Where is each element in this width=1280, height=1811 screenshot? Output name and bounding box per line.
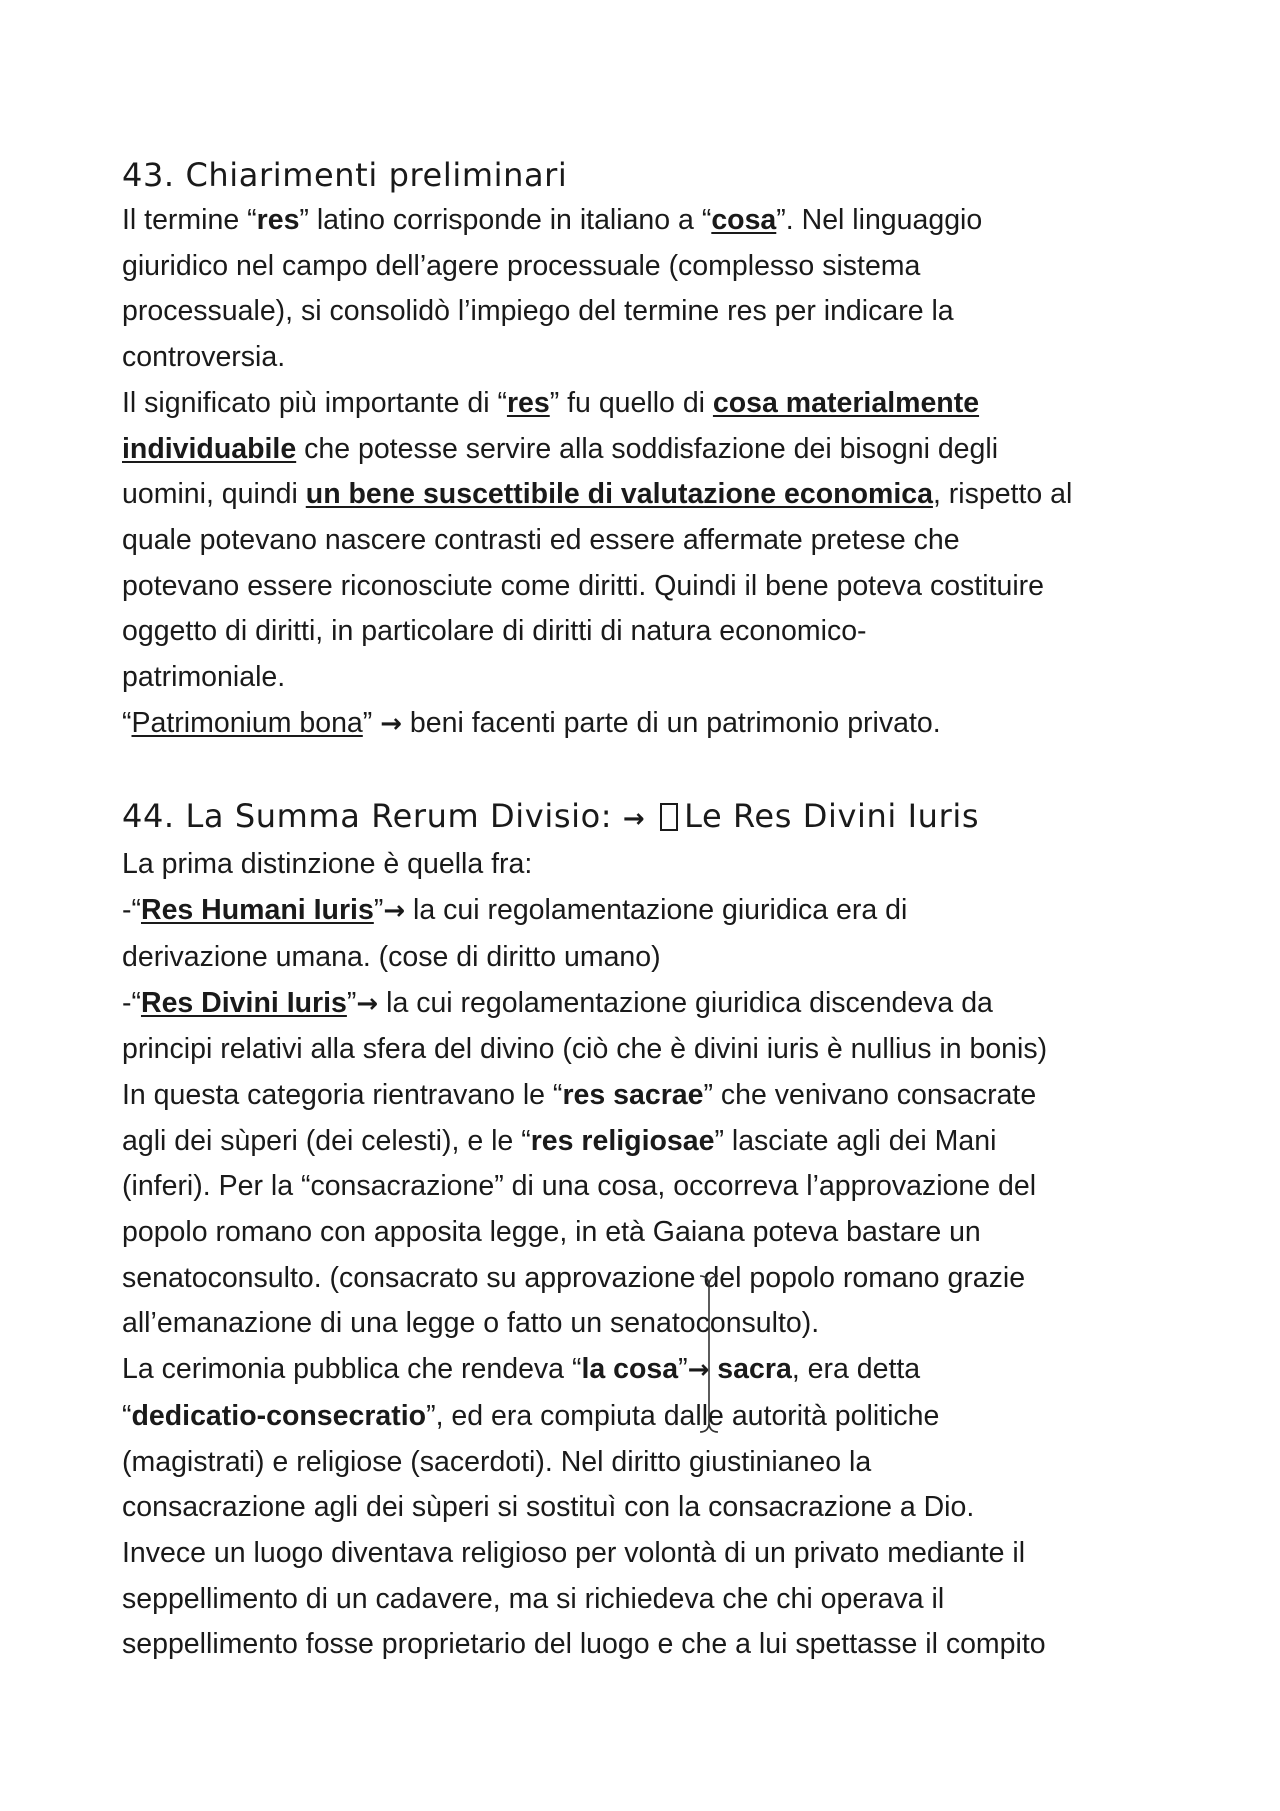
empty-line xyxy=(122,747,1172,793)
text-line: Il significato più importante di “res” fu quello di cosa materialmente xyxy=(122,386,980,419)
text-line: patrimoniale. xyxy=(122,661,286,694)
arrow-right-icon: → xyxy=(380,708,403,739)
text-line: seppellimento di un cadavere, ma si richiedeva che chi operava il xyxy=(122,1582,945,1615)
text-line: “Patrimonium bona” → beni facenti parte di un patrimonio privato. xyxy=(122,706,941,739)
section-heading-43: 43. Chiarimenti preliminari xyxy=(122,156,568,194)
text-line: -“Res Divini Iuris”→ la cui regolamentazione giuridica discendeva da xyxy=(122,986,993,1019)
text-line: In questa categoria rientravano le “res sacrae” che venivano consacrate xyxy=(122,1078,1037,1111)
text-line: La prima distinzione è quella fra: xyxy=(122,848,533,881)
paragraph-res-sacrae xyxy=(122,1073,1172,1347)
text-line: consacrazione agli dei sùperi si sostituì con la consacrazione a Dio. xyxy=(122,1491,975,1524)
text-line: -“Res Humani Iuris”→ la cui regolamentazione giuridica era di xyxy=(122,894,908,927)
document-page xyxy=(122,152,1172,1668)
paragraph-patrimonium xyxy=(122,701,1172,748)
text-line: Il termine “res” latino corrisponde in italiano a “cosa”. Nel linguaggio xyxy=(122,204,983,236)
text-cursor-icon xyxy=(698,1274,720,1434)
text-line: processuale), si consolidò l’impiego del termine res per indicare la xyxy=(122,295,954,328)
text-line: senatoconsulto. (consacrato su approvazione del popolo romano grazie xyxy=(122,1261,1026,1294)
text-line: all’emanazione di una legge o fatto un senatoconsulto). xyxy=(122,1307,820,1340)
text-line: principi relativi alla sfera del divino (ciò che è divini iuris è nullius in bonis) xyxy=(122,1033,1048,1066)
arrow-right-icon: → xyxy=(356,988,379,1019)
text-line: derivazione umana. (cose di diritto umano) xyxy=(122,940,661,973)
text-line: popolo romano con apposita legge, in età Gaiana poteva bastare un xyxy=(122,1216,981,1249)
text-line: quale potevano nascere contrasti ed essere affermate pretese che xyxy=(122,523,960,556)
paragraph-res-definition xyxy=(122,198,1172,381)
text-line: (inferi). Per la “consacrazione” di una cosa, occorreva l’approvazione del xyxy=(122,1170,1037,1203)
text-line: Invece un luogo diventava religioso per volontà di un privato mediante il xyxy=(122,1536,1026,1569)
paragraph-distinction xyxy=(122,842,1172,1073)
text-line: oggetto di diritti, in particolare di diritti di natura economico- xyxy=(122,615,867,648)
text-line: potevano essere riconosciute come diritti. Quindi il bene poteva costituire xyxy=(122,569,1044,602)
text-line: La cerimonia pubblica che rendeva “la cosa”→ sacra, era detta xyxy=(122,1353,921,1386)
paragraph-res-meaning xyxy=(122,381,1172,701)
text-line: agli dei sùperi (dei celesti), e le “res religiosae” lasciate agli dei Mani xyxy=(122,1124,997,1157)
missing-glyph-icon xyxy=(660,803,678,831)
arrow-right-icon: → xyxy=(622,804,646,835)
text-line: giuridico nel campo dell’agere processuale (complesso sistema xyxy=(122,249,921,282)
arrow-right-icon: → xyxy=(383,896,406,927)
arrow-right-icon: → xyxy=(687,1355,710,1386)
text-line: (magistrati) e religiose (sacerdoti). Nel diritto giustinianeo la xyxy=(122,1445,872,1478)
text-line: controversia. xyxy=(122,341,286,374)
text-line: “dedicatio-consecratio”, ed era compiuta dalle autorità politiche xyxy=(122,1399,940,1432)
text-line: individuabile che potesse servire alla soddisfazione dei bisogni degli xyxy=(122,432,999,465)
text-line: uomini, quindi un bene suscettibile di valutazione economica, rispetto al xyxy=(122,478,1073,511)
paragraph-cerimonia xyxy=(122,1347,1172,1531)
paragraph-luogo-religioso xyxy=(122,1531,1172,1668)
section-heading-44: 44. La Summa Rerum Divisio: → Le Res Divini Iuris xyxy=(122,797,980,836)
text-line: seppellimento fosse proprietario del luogo e che a lui spettasse il compito xyxy=(122,1628,1046,1661)
